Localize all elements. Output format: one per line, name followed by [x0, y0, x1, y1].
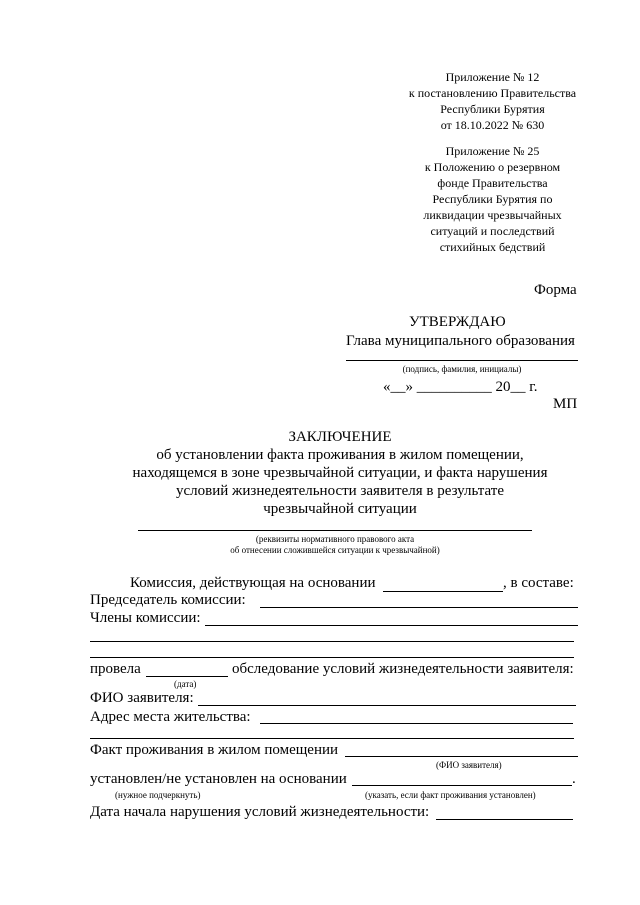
address-label: Адрес места жительства:	[90, 709, 251, 725]
appendix-line: Республики Бурятия	[440, 102, 545, 116]
appendix-line: фонде Правительства	[437, 176, 548, 190]
approve-title: УТВЕРЖДАЮ	[409, 314, 506, 330]
approve-position: Глава муниципального образования	[346, 333, 575, 349]
conclusion-subtitle: об установлении факта проживания в жилом помещении,	[156, 447, 524, 463]
applicant-label: ФИО заявителя:	[90, 690, 194, 706]
stamp-label: МП	[553, 396, 578, 412]
conclusion-subtitle: чрезвычайной ситуации	[263, 501, 417, 517]
appendix-line: Приложение № 12	[445, 70, 540, 84]
conclusion-subtitle: находящемся в зоне чрезвычайной ситуации, и факта нарушения	[132, 465, 548, 481]
members-field[interactable]	[90, 641, 574, 642]
members-label: Члены комиссии:	[90, 610, 201, 626]
period-mark: .	[572, 771, 576, 787]
violation-date-label: Дата начала нарушения условий жизнедеятельности:	[90, 804, 430, 820]
underline-hint: (нужное подчеркнуть)	[115, 790, 201, 800]
appendix-line: к постановлению Правительства	[408, 86, 577, 100]
act-hint: об отнесении сложившейся ситуации к чрезвычайной)	[230, 545, 440, 555]
conducted-label: провела	[90, 661, 141, 677]
appendix-line: к Положению о резервном	[424, 160, 561, 174]
date-hint: (дата)	[174, 679, 197, 689]
chair-label: Председатель комиссии:	[90, 592, 246, 608]
fio-hint: (ФИО заявителя)	[436, 760, 502, 770]
signature-hint: (подпись, фамилия, инициалы)	[402, 364, 522, 374]
specify-hint: (указать, если факт проживания установлен)	[365, 790, 536, 800]
fact-field[interactable]	[345, 756, 578, 757]
composition-label: , в составе:	[503, 575, 574, 591]
applicant-field[interactable]	[198, 705, 576, 706]
approve-date[interactable]: «__» __________ 20__ г.	[383, 379, 538, 395]
appendix-line: от 18.10.2022 № 630	[440, 118, 545, 132]
basis-field[interactable]	[383, 591, 503, 592]
appendix-line: Приложение № 25	[445, 144, 540, 158]
appendix-line: ситуаций и последствий	[430, 224, 555, 238]
conclusion-subtitle: условий жизнедеятельности заявителя в результате	[176, 483, 504, 499]
appendix-line: ликвидации чрезвычайных	[423, 208, 562, 222]
fact-label: Факт проживания в жилом помещении	[90, 742, 339, 758]
members-field[interactable]	[205, 625, 578, 626]
members-field[interactable]	[90, 657, 574, 658]
act-hint: (реквизиты нормативного правового акта	[255, 534, 415, 544]
appendix-line: стихийных бедствий	[439, 240, 546, 254]
survey-date-field[interactable]	[146, 676, 228, 677]
address-field[interactable]	[90, 738, 574, 739]
commission-label: Комиссия, действующая на основании	[130, 575, 376, 591]
act-requisites-line[interactable]	[138, 530, 532, 531]
conclusion-title: ЗАКЛЮЧЕНИЕ	[288, 429, 392, 445]
form-label: Форма	[534, 282, 577, 298]
address-field[interactable]	[260, 723, 573, 724]
appendix-line: Республики Бурятия по	[432, 192, 553, 206]
signature-line[interactable]	[346, 360, 578, 361]
chair-field[interactable]	[260, 607, 578, 608]
established-label: установлен/не установлен на основании	[90, 771, 347, 787]
survey-label: обследование условий жизнедеятельности заявителя:	[232, 661, 574, 677]
violation-date-field[interactable]	[436, 819, 573, 820]
basis-fact-field[interactable]	[352, 785, 572, 786]
